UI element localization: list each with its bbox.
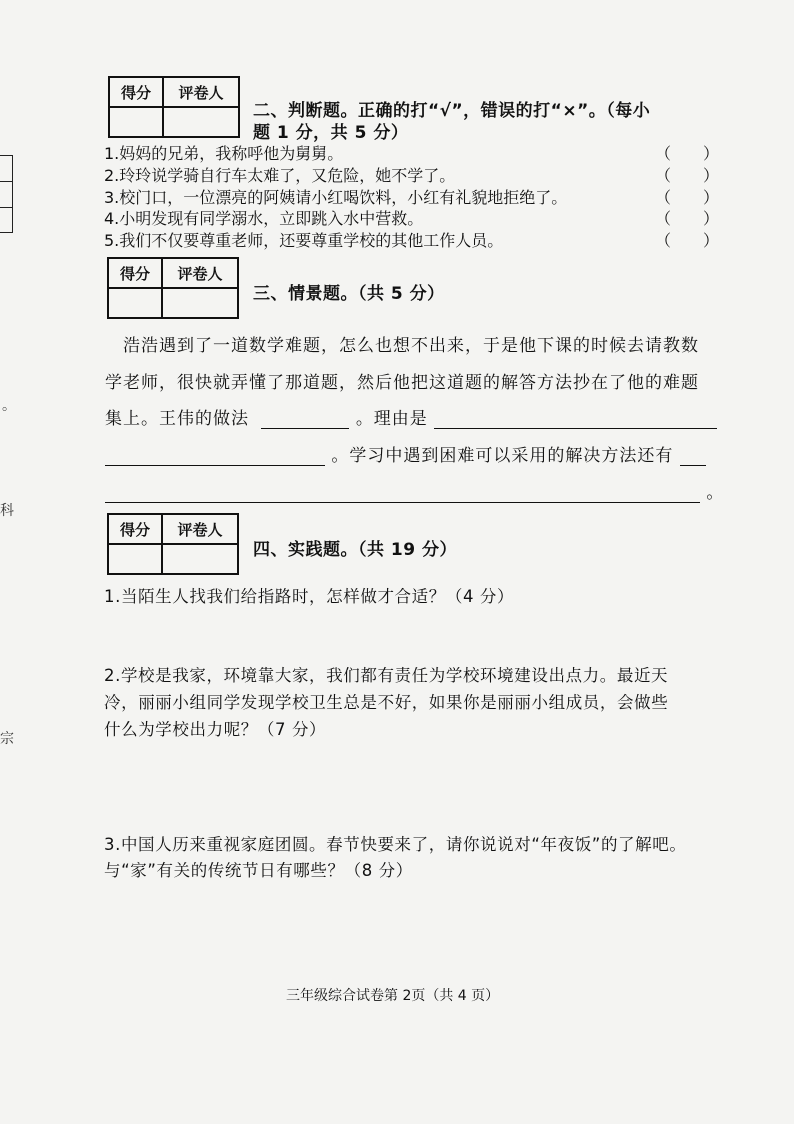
answer-parens[interactable]: （ ） — [655, 188, 720, 207]
scenario-text-part: 集上。王伟的做法 — [105, 409, 249, 429]
scenario-text: 学老师，很快就弄懂了那道题，然后他把这道题的解答方法抄在了他的难题 — [105, 373, 699, 393]
judge-item: 2.玲玲说学骑自行车太难了，又危险，她不学了。 — [104, 166, 456, 185]
grader-cell[interactable] — [162, 288, 238, 318]
scenario-text-part: 。学习中遇到困难可以采用的解决方法还有 — [331, 446, 674, 466]
answer-blank[interactable] — [434, 410, 717, 429]
left-margin-text: 科 — [0, 503, 14, 519]
judge-item: 1.妈妈的兄弟，我称呼他为舅舅。 — [104, 144, 344, 163]
answer-blank[interactable] — [261, 410, 349, 429]
section2-title: 二、判断题。正确的打“√”，错误的打“×”。（每小 — [253, 101, 651, 121]
practice-question: 1.当陌生人找我们给指路时，怎样做才合适？（4 分） — [104, 587, 515, 606]
practice-question: 冷，丽丽小组同学发现学校卫生总是不好，如果你是丽丽小组成员，会做些 — [104, 693, 669, 712]
answer-parens[interactable]: （ ） — [655, 209, 720, 228]
practice-question: 3.中国人历来重视家庭团圆。春节快要来了，请你说说对“年夜饭”的了解吧。 — [104, 835, 687, 854]
score-box — [107, 513, 239, 575]
answer-parens[interactable]: （ ） — [655, 144, 720, 163]
score-cell[interactable] — [109, 107, 163, 137]
answer-blank[interactable] — [680, 447, 706, 466]
grader-label: 评卷人 — [162, 258, 238, 288]
practice-question: 什么为学校出力呢？（7 分） — [104, 720, 327, 739]
score-label: 得分 — [108, 514, 162, 544]
section3-title: 三、情景题。（共 5 分） — [253, 284, 445, 304]
score-cell[interactable] — [108, 544, 162, 574]
answer-blank[interactable] — [105, 484, 700, 503]
answer-parens[interactable]: （ ） — [655, 166, 720, 185]
scenario-text — [105, 441, 706, 466]
scenario-text: 浩浩遇到了一道数学难题，怎么也想不出来，于是他下课的时候去请教数 — [123, 336, 699, 356]
practice-question: 与“家”有关的传统节日有哪些？（8 分） — [104, 861, 413, 880]
left-margin-text: 宗 — [0, 731, 14, 747]
scenario-text-part: 。 — [706, 483, 725, 503]
answer-blank[interactable] — [105, 447, 325, 466]
score-label: 得分 — [108, 258, 162, 288]
judge-item: 5.我们不仅要尊重老师，还要尊重学校的其他工作人员。 — [104, 231, 504, 250]
grader-label: 评卷人 — [163, 77, 239, 107]
grader-label: 评卷人 — [162, 514, 238, 544]
practice-question: 2.学校是我家，环境靠大家，我们都有责任为学校环境建设出点力。最近天 — [104, 666, 669, 685]
scenario-text — [105, 478, 724, 503]
scenario-text — [105, 404, 717, 429]
score-box — [107, 257, 239, 319]
judge-item: 3.校门口，一位漂亮的阿姨请小红喝饮料，小红有礼貌地拒绝了。 — [104, 188, 568, 207]
left-margin-box — [0, 155, 13, 233]
section4-title: 四、实践题。（共 19 分） — [253, 540, 457, 560]
judge-item: 4.小明发现有同学溺水，立即跳入水中营救。 — [104, 209, 424, 228]
score-box — [108, 76, 240, 138]
left-margin-text: 。 — [2, 398, 16, 414]
scenario-text-part: 。理由是 — [355, 409, 428, 429]
grader-cell[interactable] — [162, 544, 238, 574]
page-footer: 三年级综合试卷第 2页（共 4 页） — [286, 988, 500, 1004]
grader-cell[interactable] — [163, 107, 239, 137]
section2-title-cont: 题 1 分，共 5 分） — [253, 123, 409, 143]
score-label: 得分 — [109, 77, 163, 107]
score-cell[interactable] — [108, 288, 162, 318]
answer-parens[interactable]: （ ） — [655, 231, 720, 250]
